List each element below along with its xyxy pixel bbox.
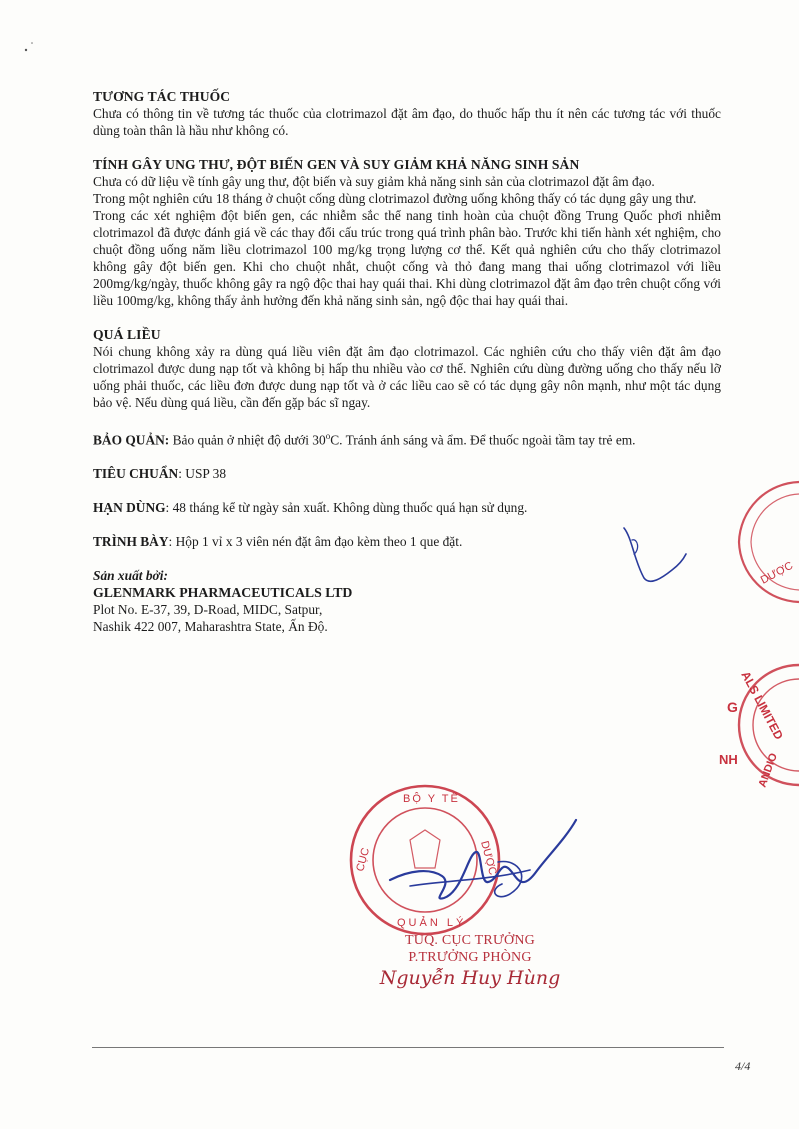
manufacturer-name: GLENMARK PHARMACEUTICALS LTD bbox=[93, 585, 353, 601]
seal-text-g: G bbox=[727, 699, 738, 715]
heading-overdose: QUÁ LIỀU bbox=[93, 327, 161, 342]
seal-text-andio: ANDIO bbox=[756, 751, 780, 790]
initial-mark bbox=[610, 520, 690, 590]
presentation-label: TRÌNH BÀY bbox=[93, 534, 169, 550]
heading-drug-interactions: TƯƠNG TÁC THUỐC bbox=[93, 89, 231, 104]
section-overdose bbox=[93, 326, 721, 411]
right-stamp-text: DƯỢC bbox=[758, 559, 796, 587]
paragraph: Trong các xét nghiệm đột biến gen, các nhiễm sắc thể nang tinh hoàn của chuột đồng Trung Quốc phơi nhiễm clotrimazol đã được đánh giá về các thay đổi cấu trúc trong quá trình phân bào. Trước khi tiến hành xét nghiệm, cho chuột đồng uống năm liều clotrimazol 100 mg/kg trọng lượng cơ thể. Kết quả nghiên cứu cho thấy clotrimazol không gây đột biến gen. Khi cho chuột nhắt, chuột cống và thỏ đang mang thai uống clotrimazol với liều 200mg/kg/ngày, thuốc không gây ra ngộ độc thai hay quái thai. Khi dùng clotrimazol đặt âm đạo trên chuột cống với liều 100mg/kg, không thấy ảnh hưởng đến khả năng sinh sản, ngộ độc thai hay quái thai. bbox=[93, 208, 721, 308]
standard-value: : USP 38 bbox=[178, 466, 227, 482]
manufacturer-address-line1: Plot No. E-37, 39, D-Road, MIDC, Satpur, bbox=[93, 602, 323, 618]
paragraph: Trong một nghiên cứu 18 tháng ở chuột cống dùng clotrimazol đường uống không thấy có tác dụng gây ung thư. bbox=[93, 191, 697, 206]
standard-text bbox=[93, 465, 721, 482]
paragraph: Chưa có thông tin về tương tác thuốc của clotrimazol đặt âm đạo, do thuốc hấp thu ít nên các tương tác với thuốc dùng toàn thân là hầu như không có. bbox=[93, 106, 721, 138]
storage-text-before: Bảo quản ở nhiệt độ dưới 30 bbox=[169, 432, 326, 448]
signatory-name: Nguyễn Huy Hùng bbox=[379, 967, 561, 989]
right-edge-red-stamp bbox=[725, 478, 799, 608]
section-carcinogenicity bbox=[93, 156, 721, 309]
handwritten-signature bbox=[370, 810, 590, 920]
seal-text-nh: NH bbox=[719, 752, 738, 767]
paragraph: Chưa có dữ liệu về tính gây ung thư, đột biến và suy giảm khả năng sinh sản của clotrimazol đặt âm đạo. bbox=[93, 174, 655, 189]
section-drug-interactions bbox=[93, 88, 721, 139]
page-number: 4/4 bbox=[735, 1059, 751, 1073]
storage-text-after: C. Tránh ánh sáng và ẩm. Để thuốc ngoài tầm tay trẻ em. bbox=[330, 432, 636, 448]
section-expiry bbox=[93, 499, 721, 516]
degree-sup: o bbox=[325, 431, 331, 441]
section-standard bbox=[93, 465, 721, 482]
expiry-label: HẠN DÙNG bbox=[93, 500, 166, 516]
stamp-text-top: BỘ Y TẾ bbox=[403, 793, 460, 805]
scan-speck-mark bbox=[22, 40, 36, 54]
section-storage bbox=[93, 428, 721, 448]
signatory-title-line1: TUQ. CỤC TRƯỞNG bbox=[405, 933, 535, 948]
paragraph: Nói chung không xảy ra dùng quá liều viên đặt âm đạo clotrimazol. Các nghiên cứu cho thấy viên đặt âm đạo clotrimazol được dung nạp tốt và không bị hấp thu nhiều vào cơ thể. Nghiên cứu dùng đường uống cho thấy nếu lỡ uống phải thuốc, các liều đơn được dung nạp tốt và ở các liều cao sẽ có tác dụng gây nôn mạnh, như một tác dụng bảo vệ. Nếu dùng quá liều, cần đến gặp bác sĩ ngay. bbox=[93, 344, 721, 410]
presentation-value: : Hộp 1 vỉ x 3 viên nén đặt âm đạo kèm theo 1 que đặt. bbox=[168, 534, 463, 550]
expiry-value: : 48 tháng kể từ ngày sản xuất. Không dùng thuốc quá hạn sử dụng. bbox=[165, 500, 528, 516]
standard-label: TIÊU CHUẨN bbox=[93, 466, 179, 482]
signature-block bbox=[370, 932, 570, 990]
signatory-title-line2: P.TRƯỞNG PHÒNG bbox=[408, 950, 532, 965]
manufacturer-address-line2: Nashik 422 007, Maharashtra State, Ấn Độ. bbox=[93, 619, 328, 635]
footer-divider bbox=[92, 1047, 724, 1048]
stamp-text-left: CỤC bbox=[354, 846, 373, 873]
stamp-text-bottom: QUẢN LÝ bbox=[397, 917, 467, 929]
company-seal bbox=[705, 660, 799, 790]
seal-text-limited: ALS LIMITED bbox=[738, 668, 787, 742]
expiry-text bbox=[93, 499, 721, 516]
storage-label: BẢO QUẢN: bbox=[93, 432, 170, 448]
heading-carcinogenicity: TÍNH GÂY UNG THƯ, ĐỘT BIẾN GEN VÀ SUY GIẢM KHẢ NĂNG SINH SẢN bbox=[93, 157, 580, 172]
storage-text bbox=[93, 428, 721, 448]
manufacturer-label: Sản xuất bởi: bbox=[93, 568, 168, 584]
stamp-text-right: DƯỢC bbox=[478, 839, 499, 877]
